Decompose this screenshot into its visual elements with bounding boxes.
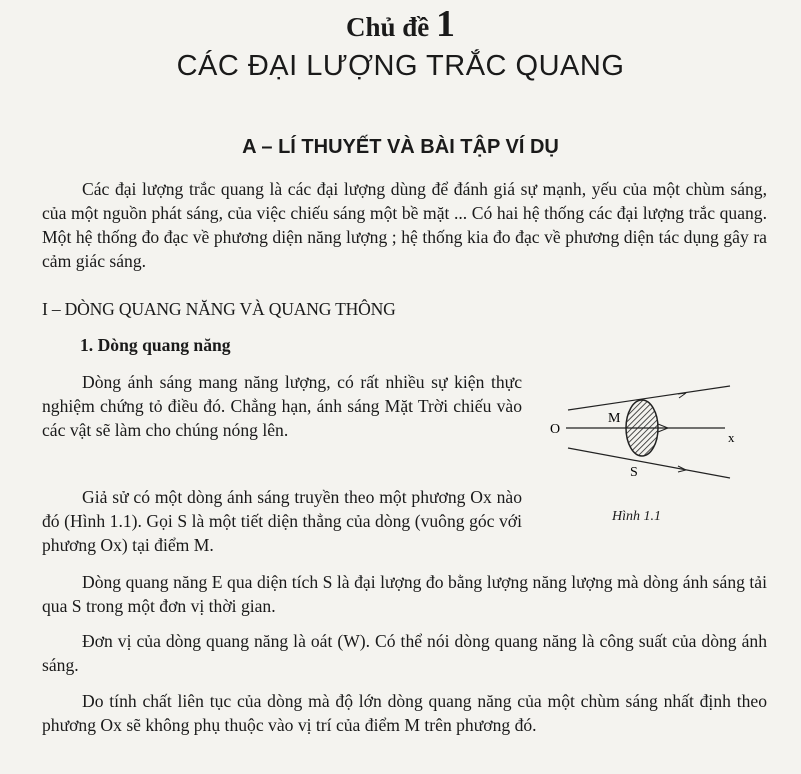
label-o: O [550,422,561,437]
chapter-number: 1 [436,3,456,45]
section-heading-1: I – DÒNG QUANG NĂNG VÀ QUANG THÔNG [42,299,396,319]
label-x: x [728,430,735,445]
label-m: M [608,411,621,426]
light-beam-figure [540,378,750,488]
paragraph-unit: Đơn vị của dòng quang năng là oát (W). Có thể nói dòng quang năng là công suất của dòng ánh sáng. [42,631,767,675]
section-title: A – LÍ THUYẾT VÀ BÀI TẬP VÍ DỤ [242,136,559,158]
intro-paragraph: Các đại lượng trắc quang là các đại lượng dùng để đánh giá sự mạnh, yếu của một chùm sáng, của một nguồn phát sáng, của việc chiếu sáng một bề mặt ... Có hai hệ thống các đại lượng trắc quang. Một hệ thống đo đạc về phương diện năng lượng ; hệ thống kia đo đạc về phương diện tác dụng gây ra cảm giác sáng. [42,179,767,271]
label-s: S [630,465,638,480]
chapter-heading [0,2,801,46]
page-title: CÁC ĐẠI LƯỢNG TRẮC QUANG [176,50,625,82]
paragraph-cross-section: Giả sử có một dòng ánh sáng truyền theo một phương Ox nào đó (Hình 1.1). Gọi S là một tiết diện thẳng của dòng (vuông góc với phương Ox) tại điểm M. [42,487,522,555]
chapter-label: Chủ đề [345,12,430,42]
paragraph-light-energy: Dòng ánh sáng mang năng lượng, có rất nhiều sự kiện thực nghiệm chứng tỏ điều đó. Chẳng hạn, ánh sáng Mặt Trời chiếu vào các vật sẽ làm cho chúng nóng lên. [42,372,522,440]
cross-section-s [626,400,658,456]
figure-caption: Hình 1.1 [612,509,661,524]
subsection-heading: 1. Dòng quang năng [80,335,231,355]
paragraph-continuity: Do tính chất liên tục của dòng mà độ lớn dòng quang năng của một chùm sáng nhất định theo phương Ox sẽ không phụ thuộc vào vị trí của điểm M trên phương đó. [42,691,767,735]
paragraph-definition: Dòng quang năng E qua diện tích S là đại lượng đo bằng lượng năng lượng mà dòng ánh sáng tải qua S trong một đơn vị thời gian. [42,572,767,616]
